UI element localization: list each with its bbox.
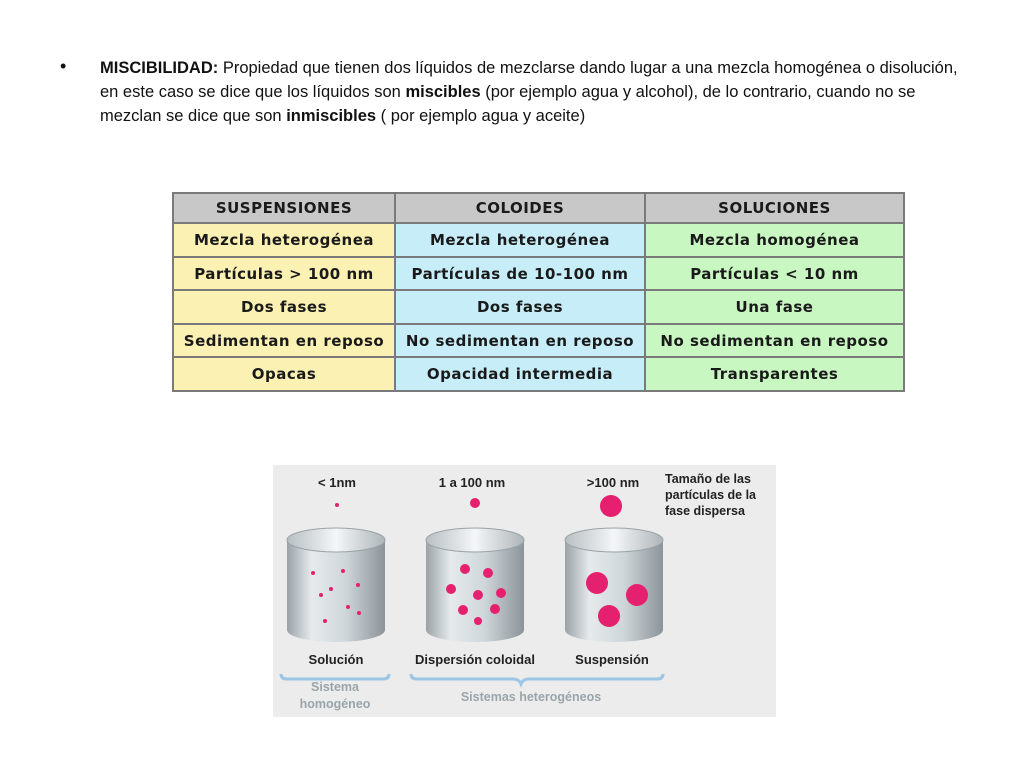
table-cell: Partículas < 10 nm [645,257,904,291]
header-suspensiones: SUSPENSIONES [173,193,395,223]
table-cell: Mezcla homogénea [645,223,904,257]
table-cell: Mezcla heterogénea [395,223,645,257]
bracket-homogeneous [281,674,389,679]
term-miscibles: miscibles [405,83,481,101]
table-cell: Mezcla heterogénea [173,223,395,257]
table-header-row [173,193,904,223]
table-cell: Dos fases [395,290,645,324]
table-row [173,290,904,324]
table-row [173,324,904,358]
particle-size-figure [273,465,776,717]
definition-part-1: Propiedad que tienen dos líquidos de mezclarse dando lugar a una mezcla homogénea o disolución, en este caso se dice que los líquidos son [100,59,958,101]
comparison-table [172,192,905,392]
table-cell: Opacas [173,357,395,391]
table-cell: Opacidad intermedia [395,357,645,391]
term-miscibilidad: MISCIBILIDAD: [100,59,219,77]
legend-line: partículas de la [665,488,757,502]
legend-line: Tamaño de las [665,472,751,486]
bracket-heterogeneous [411,674,663,684]
size-label: 1 a 100 nm [438,475,506,490]
header-soluciones: SOLUCIONES [645,193,904,223]
group-label-homogeneous: Sistema [311,680,359,694]
vessel-suspension [565,528,663,642]
table-cell: No sedimentan en reposo [645,324,904,358]
table-cell: Una fase [645,290,904,324]
vessel-dispersion-coloidal [426,528,524,642]
definition-paragraph [100,56,960,128]
vessel-label: Suspensión [575,652,649,667]
vessel-label: Solución [308,652,364,667]
table-cell: Partículas > 100 nm [173,257,395,291]
legend-line: fase dispersa [665,504,745,518]
term-inmiscibles: inmiscibles [286,107,377,125]
bullet-marker: • [60,56,67,76]
size-label: < 1nm [318,475,356,490]
table-cell: No sedimentan en reposo [395,324,645,358]
particle-sample-large [600,495,622,517]
table-cell: Dos fases [173,290,395,324]
table-row [173,357,904,391]
definition-part-3: ( por ejemplo agua y aceite) [376,107,586,125]
size-label: >100 nm [586,475,640,490]
table-row [173,223,904,257]
table-cell: Sedimentan en reposo [173,324,395,358]
group-label-heterogeneous: Sistemas heterogéneos [460,690,602,704]
header-coloides: COLOIDES [395,193,645,223]
table-cell: Partículas de 10-100 nm [395,257,645,291]
particle-sample-small [335,503,339,507]
table-row [173,257,904,291]
particle-sample-medium [470,498,480,508]
figure-canvas [273,465,776,717]
table-cell: Transparentes [645,357,904,391]
vessel-label: Dispersión coloidal [415,652,535,667]
definition-part-2: (por ejemplo agua y alcohol), de lo contrario, cuando no se mezclan se dice que son [100,83,916,125]
group-label-homogeneous: homogéneo [299,697,371,711]
vessel-solucion [287,528,385,642]
